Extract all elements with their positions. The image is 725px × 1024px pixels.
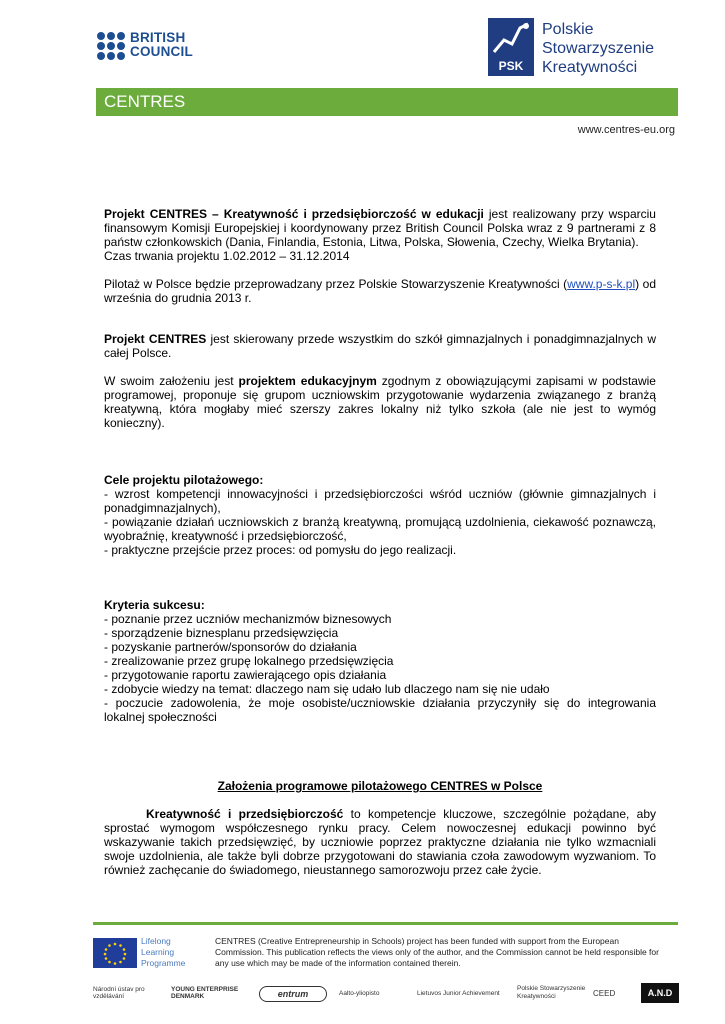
assumption-before: W swoim założeniu jest <box>104 374 239 388</box>
psk-logo <box>488 18 678 78</box>
project-duration: Czas trwania projektu 1.02.2012 – 31.12.2014 <box>104 249 350 263</box>
goal-item: - praktyczne przejście przez proces: od pomysłu do jego realizacji. <box>104 543 457 557</box>
program-heading-wrap <box>104 779 656 793</box>
goals-section <box>104 473 656 557</box>
psk-climber-icon <box>488 18 534 58</box>
section-title-bar: CENTRES <box>96 88 678 116</box>
partner-logo: CEED <box>593 988 616 998</box>
program-heading: Założenia programowe pilotażowego CENTRES w Polsce <box>217 779 543 793</box>
goals-heading: Cele projektu pilotażowego: <box>104 473 264 487</box>
criteria-item: - pozyskanie partnerów/sponsorów do działania <box>104 640 357 654</box>
program-paragraph <box>104 807 656 877</box>
psk-logo-line: Kreatywności <box>542 59 638 76</box>
partner-logo: Aalto-yliopisto <box>339 989 380 997</box>
pilot-after: ) od września do grudnia 2013 r. <box>104 277 656 305</box>
program-rest: to kompetencje kluczowe, szczególnie pożądane, aby sprostać wymogom współczesnego rynku pracy. Celem nowoczesnej edukacji powinno być wskazywanie takich przedsięwzięć, by uczniowie poprzez praktyczne działania nie tylko wzmacniali swoje uzdolnienia, ale także byli dobrze przygotowani do stawiania czoła zawodowym wyzwaniom. To również zachęcanie do świadomego, nieustannego samorozwoju przez całe życie. <box>104 807 656 877</box>
target-paragraph <box>104 332 656 360</box>
assumption-bold: projektem edukacyjnym <box>238 374 377 388</box>
lifelong-learning-logo <box>93 936 193 972</box>
british-council-dots-icon <box>96 31 126 61</box>
bc-logo-line: BRITISH <box>130 30 186 45</box>
partner-logo: Lietuvos Junior Achievement <box>417 989 500 997</box>
bc-logo-line: COUNCIL <box>130 44 193 59</box>
psk-mark <box>488 18 534 76</box>
partner-logo: A.N.D <box>641 983 679 1003</box>
british-council-logo <box>96 30 196 62</box>
funding-disclaimer: CENTRES (Creative Entrepreneurship in Schools) project has been funded with support from the European Commission. This publication reflects the views only of the author, and the Commission cannot be held responsible for any use which may be made of the information contained therein. <box>215 936 659 968</box>
partner-logos <box>93 980 683 1006</box>
ll-logo-line: Learning <box>141 947 175 957</box>
goal-item: - powiązanie działań uczniowskich z branżą kreatywną, promującą uzdolnienia, ciekawość poznawczą, wyobraźnię, kreatywność i przedsiębiorczość, <box>104 515 656 543</box>
target-rest: jest skierowany przede wszystkim do szkół gimnazjalnych i ponadgimnazjalnych w całej Polsce. <box>104 332 656 360</box>
assumption-after: zgodnym z obowiązującymi zapisami w podstawie programowej, proponuje się grupom uczniowskim przygotowanie wydarzenia związanego z branżą kreatywną, która mogłaby mieć szerszy zakres lokalny niż tylko szkoła (ale nie jest to wymóg konieczny). <box>104 374 656 430</box>
intro-rest: jest realizowany przy wsparciu finansowym Komisji Europejskiej i koordynowany przez British Council Polska wraz z 9 partnerami z 8 państw członkowskich (Dania, Finlandia, Estonia, Litwa, Polska, Słowenia, Czechy, Wielka Brytania). <box>104 207 656 249</box>
criteria-item: - sporządzenie biznesplanu przedsięwzięcia <box>104 626 339 640</box>
website-url[interactable]: www.centres-eu.org <box>577 124 675 136</box>
pilot-paragraph <box>104 277 656 305</box>
partner-logo: YOUNG ENTERPRISE DENMARK <box>171 986 239 1000</box>
eu-flag-icon <box>93 938 137 968</box>
criteria-heading: Kryteria sukcesu: <box>104 598 205 612</box>
partner-logo: Polskie Stowarzyszenie Kreatywności <box>517 985 586 1000</box>
assumption-paragraph <box>104 374 656 430</box>
criteria-section <box>104 598 656 724</box>
criteria-item: - przygotowanie raportu zawierającego opis działania <box>104 668 387 682</box>
intro-bold: Projekt CENTRES – Kreatywność i przedsiębiorczość w edukacji <box>104 207 484 221</box>
target-bold: Projekt CENTRES <box>104 332 207 346</box>
psk-logo-line: Stowarzyszenie <box>542 40 655 57</box>
psk-website-link[interactable]: www.p-s-k.pl <box>567 277 636 291</box>
partner-logo: entrum <box>259 986 327 1002</box>
criteria-item: - zdobycie wiedzy na temat: dlaczego nam się udało lub dlaczego nam się nie udało <box>104 682 550 696</box>
psk-logo-line: Polskie <box>542 21 594 38</box>
pilot-before: Pilotaż w Polsce będzie przeprowadzany przez Polskie Stowarzyszenie Kreatywności ( <box>104 277 568 291</box>
criteria-item: - zrealizowanie przez grupę lokalnego przedsięwzięcia <box>104 654 394 668</box>
program-bold: Kreatywność i przedsiębiorczość <box>146 807 344 821</box>
ll-logo-line: Programme <box>141 958 186 968</box>
psk-mark-label: PSK <box>498 59 524 73</box>
intro-paragraph <box>104 207 656 263</box>
ll-logo-line: Lifelong <box>141 936 171 946</box>
footer-divider <box>93 922 678 925</box>
partner-logo: Národní ústav pro vzdělávání <box>93 986 145 1000</box>
criteria-item: - poznanie przez uczniów mechanizmów biznesowych <box>104 612 392 626</box>
criteria-item: - poczucie zadowolenia, że moje osobiste/uczniowskie działania przyczyniły się do integrowania lokalnej społeczności <box>104 696 656 724</box>
goal-item: - wzrost kompetencji innowacyjności i przedsiębiorczości wśród uczniów (głównie gimnazjalnych i ponadgimnazjalnych), <box>104 487 656 515</box>
